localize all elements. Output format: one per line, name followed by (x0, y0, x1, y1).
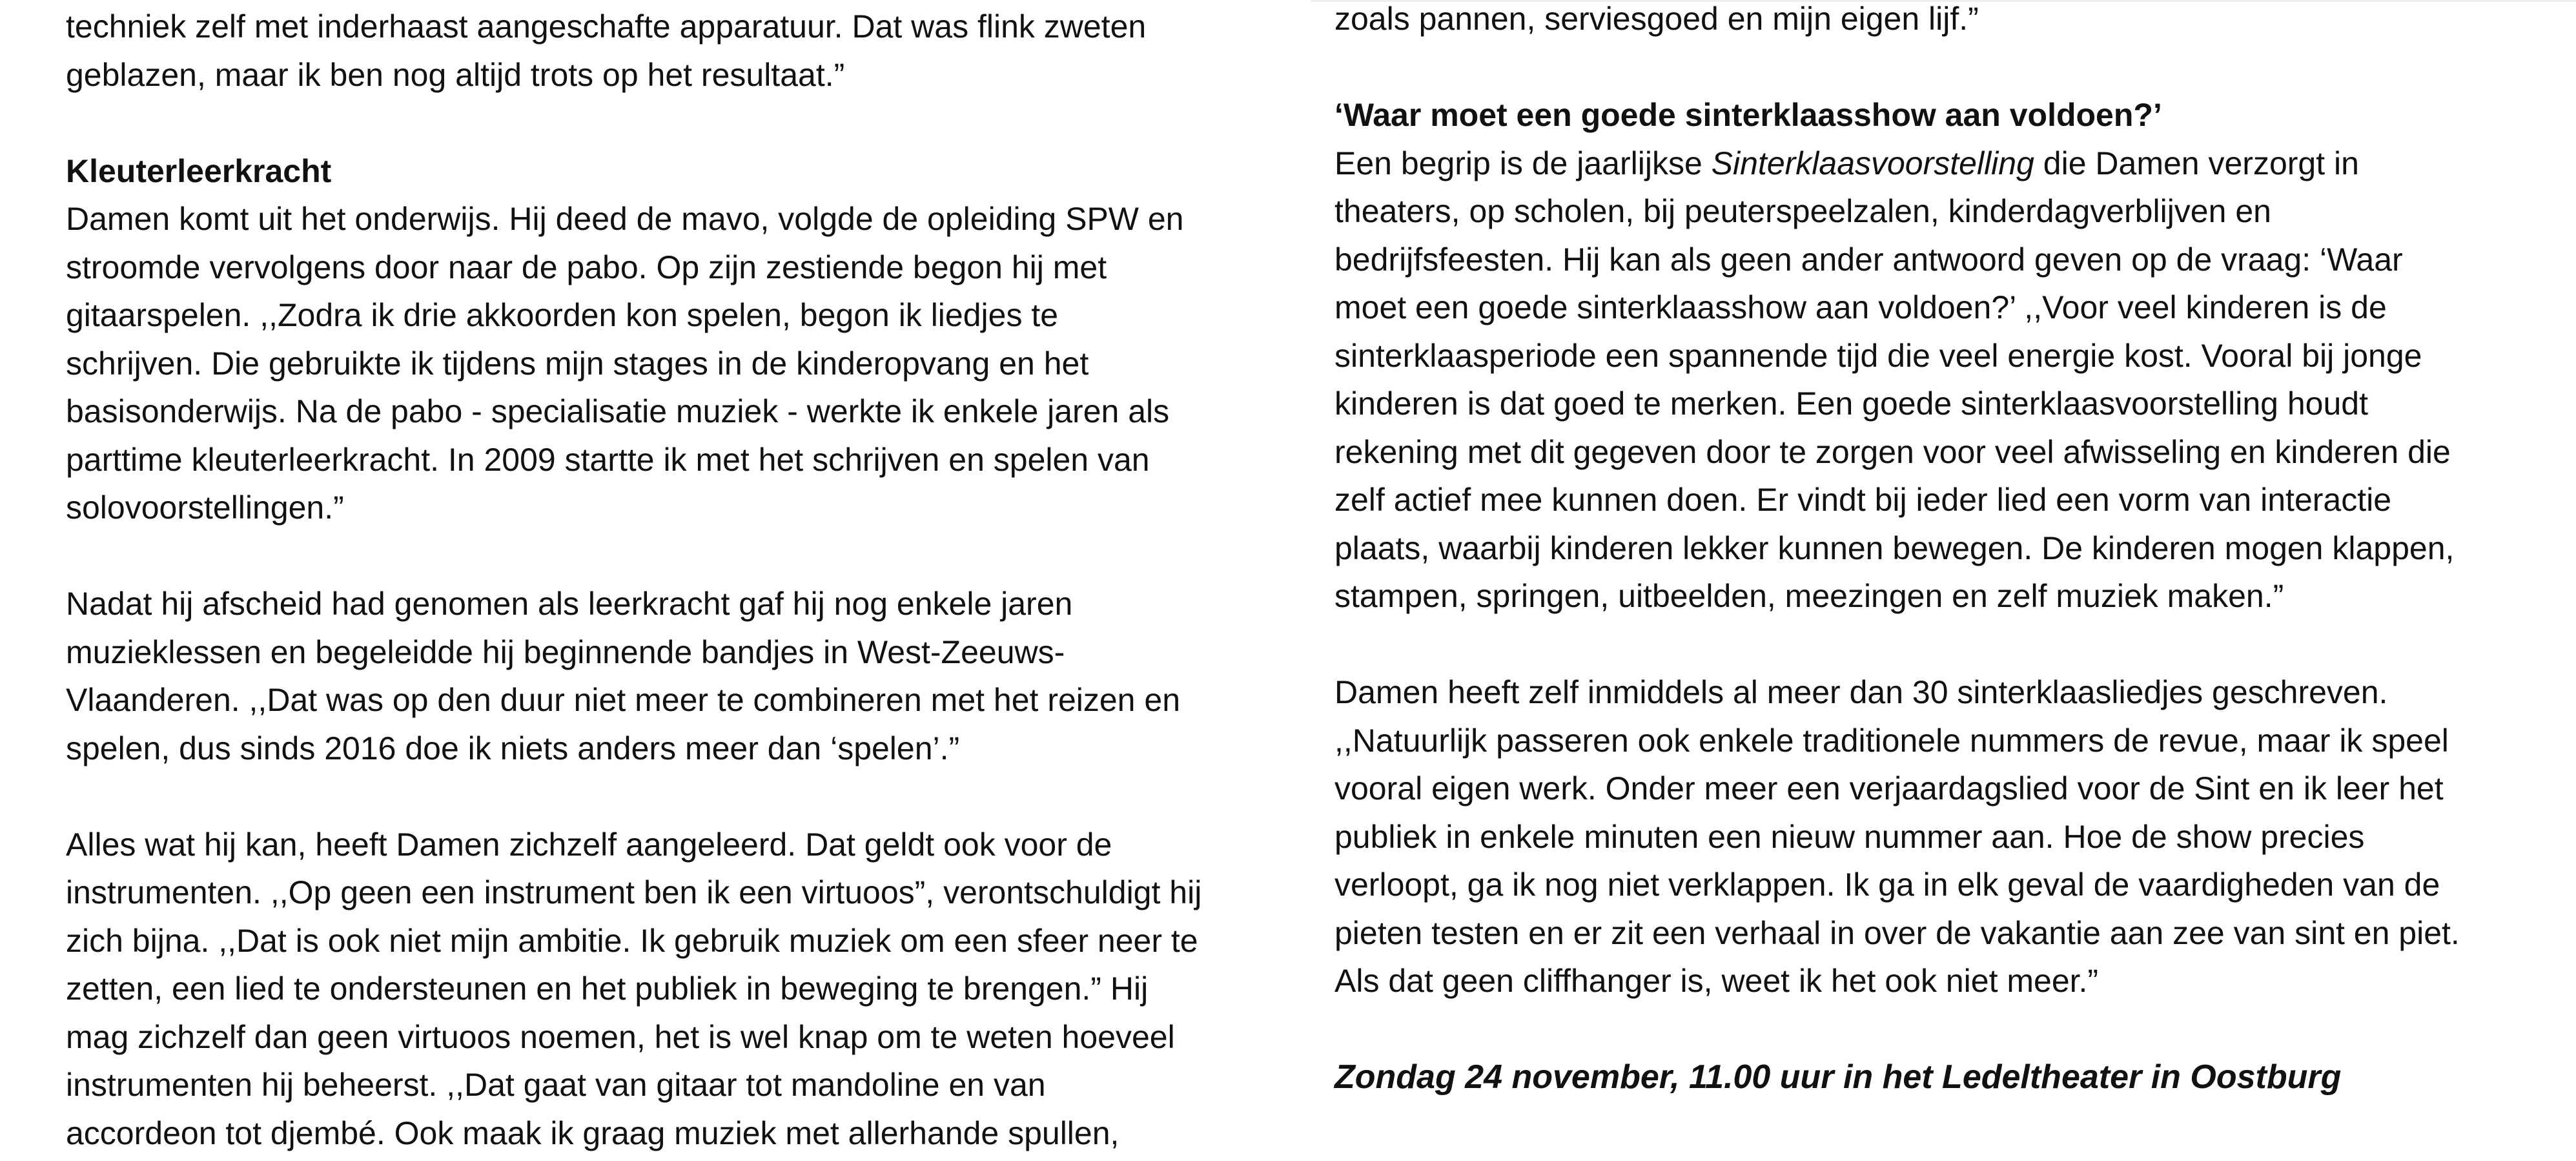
text-line: rekening met dit gegeven door te zorgen voor veel afwisseling en kinderen die (1334, 433, 2451, 470)
text-line: theaters, op scholen, bij peuterspeelzalen, kinderdagverblijven en (1334, 193, 2271, 229)
text-line: Alles wat hij kan, heeft Damen zichzelf aangeleerd. Dat geldt ook voor de (66, 826, 1112, 863)
text-line: zetten, een lied te ondersteunen en het publiek in beweging te brengen.” Hij (66, 971, 1149, 1007)
text-line: moet een goede sinterklaasshow aan voldoen?’ ,,Voor veel kinderen is de (1334, 289, 2387, 325)
text-line: Damen heeft zelf inmiddels al meer dan 30 sinterklaasliedjes geschreven. (1334, 674, 2388, 710)
text-line: Als dat geen cliffhanger is, weet ik het ook niet meer.” (1334, 963, 2099, 999)
text-line: geblazen, maar ik ben nog altijd trots op het resultaat.” (66, 56, 845, 93)
text-line: zich bijna. ,,Dat is ook niet mijn ambitie. Ik gebruik muziek om een sfeer neer te (66, 922, 1198, 959)
text-line: sinterklaasperiode een spannende tijd die veel energie kost. Vooral bij jonge (1334, 337, 2422, 374)
show-title-emphasis: Sinterklaasvoorstelling (1711, 145, 2034, 181)
text-line: instrumenten. ,,Op geen een instrument ben ik een virtuoos”, verontschuldigt hij (66, 874, 1202, 910)
text-line: gitaarspelen. ,,Zodra ik drie akkoorden kon spelen, begon ik liedjes te (66, 297, 1059, 333)
text-line: ,,Natuurlijk passeren ook enkele traditionele nummers de revue, maar ik speel (1334, 722, 2449, 759)
text-line: Vlaanderen. ,,Dat was op den duur niet meer te combineren met het reizen en (66, 682, 1181, 718)
text-line: techniek zelf met inderhaast aangeschafte apparatuur. Dat was flink zweten (66, 8, 1147, 45)
paragraph-intro-continued (66, 3, 1293, 99)
text-line: bedrijfsfeesten. Hij kan als geen ander antwoord geven op de vraag: ‘Waar (1334, 241, 2403, 278)
text-line: spelen, dus sinds 2016 doe ik niets anders meer dan ‘spelen’.” (66, 730, 960, 766)
text-line: stampen, springen, uitbeelden, meezingen en zelf muziek maken.” (1334, 578, 2284, 614)
paragraph-self-taught (66, 821, 1293, 1158)
text-line: Nadat hij afscheid had genomen als leerkracht gaf hij nog enkele jaren (66, 586, 1073, 622)
text-line: pieten testen en er zit een verhaal in over de vakantie aan zee van sint en piet. (1334, 914, 2460, 951)
text-line: publiek in enkele minuten een nieuw nummer aan. Hoe de show precies (1334, 818, 2365, 855)
text-run: Een begrip is de jaarlijkse (1334, 145, 1712, 181)
article-column-right (1334, 0, 2561, 1102)
paragraph-music-lessons (66, 580, 1293, 772)
text-line: vooral eigen werk. Onder meer een verjaardagslied voor de Sint en ik leer het (1334, 770, 2444, 807)
subheading-kleuterleerkracht: Kleuterleerkracht (66, 152, 332, 189)
text-line: verloopt, ga ik nog niet verklappen. Ik ga in elk geval de vaardigheden van de (1334, 867, 2440, 903)
text-line: accordeon tot djembé. Ook maak ik graag muziek met allerhande spullen, (66, 1115, 1119, 1151)
text-line: instrumenten hij beheerst. ,,Dat gaat van gitaar tot mandoline en van (66, 1067, 1046, 1103)
text-line: plaats, waarbij kinderen lekker kunnen bewegen. De kinderen mogen klappen, (1334, 529, 2455, 566)
text-line: parttime kleuterleerkracht. In 2009 startte ik met het schrijven en spelen van (66, 441, 1150, 478)
text-line: zoals pannen, serviesgoed en mijn eigen lijf.” (1334, 1, 1979, 37)
text-line: mag zichzelf dan geen virtuoos noemen, het is wel knap om te weten hoeveel (66, 1018, 1175, 1055)
text-line: basisonderwijs. Na de pabo - specialisatie muziek - werkte ik enkele jaren als (66, 393, 1170, 429)
paragraph-self-taught-continued (1334, 0, 2561, 43)
text-line (1334, 139, 2561, 188)
event-info: Zondag 24 november, 11.00 uur in het Ledeltheater in Oostburg (1334, 1058, 2342, 1096)
text-run: die Damen verzorgt in (2034, 145, 2359, 181)
subheading-sinterklaasshow: ‘Waar moet een goede sinterklaasshow aan voldoen?’ (1334, 97, 2162, 133)
text-line: zelf actief mee kunnen doen. Er vindt bij ieder lied een vorm van interactie (1334, 482, 2392, 518)
text-line: schrijven. Die gebruikte ik tijdens mijn stages in de kinderopvang en het (66, 345, 1089, 382)
paragraph-sinterklaasvoorstelling (1334, 139, 2561, 621)
text-line: Damen komt uit het onderwijs. Hij deed de mavo, volgde de opleiding SPW en (66, 201, 1184, 237)
paragraph-education (66, 195, 1293, 532)
text-line: kinderen is dat goed te merken. Een goede sinterklaasvoorstelling houdt (1334, 385, 2369, 422)
text-line: muzieklessen en begeleidde hij beginnende bandjes in West-Zeeuws- (66, 633, 1065, 670)
article-column-left (66, 0, 1293, 1157)
text-line: stroomde vervolgens door naar de pabo. Op zijn zestiende begon hij met (66, 249, 1107, 285)
text-line: solovoorstellingen.” (66, 489, 344, 526)
paragraph-sinterklaasliedjes (1334, 668, 2561, 1005)
